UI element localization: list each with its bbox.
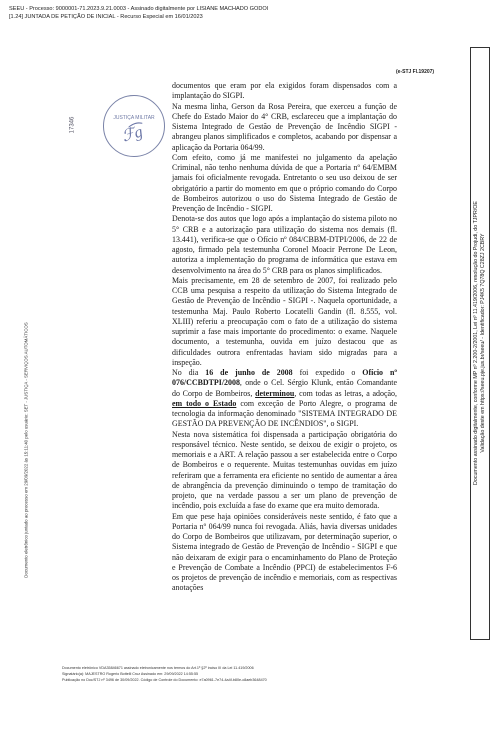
left-vertical-note: Documento eletrônico juntado ao processo em 29/09/2022 às 15:11:40 pelo usuário: SET - JUSTIÇA - SERVIÇOS AUTOMÁTICOS bbox=[23, 322, 29, 578]
footer-line-3: Publicação no Doc/STJ nº 3496 de 30/09/2022. Código de Controle do Documento: e7a0961-7e74-4a4f-b80e-c8aeb3648470 bbox=[62, 678, 267, 682]
paragraph-5: Mais precisamente, em 28 de setembro de 2007, foi realizado pelo CCB uma pesquisa a respeito da utilização do Sistema Integrado de Gestão de Prevenção de Incêndio - SIGPI -. Naquela oportunidade, a testemunha Maj. Paulo Roberto Locatelli Gandin (fl. 8.555, vol. XLIII) referiu a preocupação com o fato de a utilização do sistema suprimir a fase mais importante do procedimento: o exame. Naquele documento, a testemunha, ouvida em juízo destacou que as dificuldades outrora enfrentadas haviam sido migradas para a inspeção. bbox=[172, 275, 397, 367]
p6-determinou: determinou bbox=[255, 388, 295, 398]
header-process-line: SEEU - Processo: 9000001-71.2023.9.21.0003 - Assinado digitalmente por LISIANE MACHADO GODOI bbox=[9, 6, 269, 12]
sidebar-text bbox=[473, 53, 487, 633]
paragraph-7: Nesta nova sistemática foi dispensada a participação obrigatória do responsável técnico. Neste sentido, se deixou de exigir o projeto, os memoriais e a ART. A relação passou a ser estabelecida entre o Corpo de Bombeiros e o requerente. Muitas testemunhas ouvidas em juízo referiram que a ferramenta era eficiente no sentido de aumentar a área de abrangência da prevenção diminuindo o tempo de tramitação do projeto, que na verdade passou a ser um plano de prevenção de incêndio, pois excluída a fase do exame que era muito demorada. bbox=[172, 429, 397, 511]
paragraph-2: Na mesma linha, Gerson da Rosa Pereira, que exerceu a função de Chefe do Estado Maior do 4° CRB, esclareceu que a implantação do Sistema Integrado de Gestão de Prevenção de Incêndio SIGPI - abrangeu planos simplificados e completos, acabando por dispensar a aplicação da Portaria 064/99. bbox=[172, 101, 397, 152]
page-reference: (e-STJ Fl.19207) bbox=[396, 69, 435, 75]
p6-text-b: foi expedido o bbox=[292, 368, 363, 377]
p6-oficio: Ofício nº 076/CCBDTPI/2008 bbox=[172, 368, 397, 388]
p6-todo-estado: em todo o Estado bbox=[172, 398, 237, 408]
document-body bbox=[172, 81, 397, 594]
stamp-text: JUSTIÇA MILITAR bbox=[113, 115, 155, 121]
p6-date: 16 de junho de 2008 bbox=[205, 368, 293, 377]
court-stamp bbox=[103, 95, 165, 157]
sidebar-line-1: Documento assinado digitalmente, conforme MP nº 2.200-2/2001, Lei nº 11.419/2006, resolução do Projudi, do TJPR/OE bbox=[473, 201, 479, 485]
p6-text-d: , com todas as letras, a adoção, bbox=[294, 388, 397, 398]
p6-text-a: No dia bbox=[172, 368, 206, 377]
stamp-signature: ℱ͡g bbox=[120, 123, 145, 146]
paragraph-6 bbox=[172, 368, 397, 430]
p6-text-c: , onde o Cel. Sérgio Klunk, então Comandante do Corpo de Bombeiros, bbox=[172, 378, 397, 398]
signature-sidebar bbox=[470, 47, 490, 640]
page-number: 17346 bbox=[69, 116, 76, 134]
paragraph-1: documentos que eram por ela exigidos foram dispensados com a implantação do SIGPI. bbox=[172, 81, 397, 101]
sidebar-line-2: Validação deste em https://seeu.pje.jus.br/seeu/ - Identificador: PJ4K5 7Q78Q C28ZJ 2CBRY bbox=[480, 233, 486, 453]
paragraph-8: Em que pese haja opiniões consideráveis neste sentido, é fato que a Portaria nº 064/99 nunca foi revogada. Aliás, havia diversas unidades do Corpo de Bombeiros que utilizavam, por determinação superior, o Sistema integrado de Gestão de Prevenção de Incêndio - SIGPI e que não deixaram de exigir para o encaminhamento do Plano de Proteção e Prevenção de Combate a Incêndio (PPCI) de estabelecimentos F-6 os projetos de prevenção de incêndio e memoriais, com as respectivas anotações bbox=[172, 511, 397, 593]
paragraph-4: Denota-se dos autos que logo após a implantação do sistema piloto no 5° CRB e a autorização para utilização do sistema nos demais (fl. 13.441), verifica-se que o Ofício nº 084/CBBM-DTPI/2006, de 22 de agosto, firmado pela testemunha Coronel Moacir Perrone De Leon, autoriza a implementação do programa de informática que estava em desenvolvimento na área do 5° CRB para os planos simplificados. bbox=[172, 214, 397, 275]
footer-line-2: Signatário(a): MAJESTRO Rogerio Bottelli Cruz Assinado em: 29/09/2022 14:55:55 bbox=[62, 672, 199, 676]
header-petition-line: [1.24] JUNTADA DE PETIÇÃO DE INICIAL - Recurso Especial em 16/01/2023 bbox=[9, 14, 203, 20]
page-number-box bbox=[69, 102, 96, 157]
p6-text-e: com exceção de Porto Alegre, o programa de tecnologia da informação denominado "SISTEMA INTEGRADO DE GESTÃO DA PREVENÇÃO DE INCÊNDIOS", o SIGPI. bbox=[172, 398, 397, 429]
footer-line-1: Documento eletrônico VDA35846671 assinado eletronicamente nos termos do Art.1º §2º inciso III da Lei 11.419/2006 bbox=[62, 666, 254, 670]
paragraph-3: Com efeito, como já me manifestei no julgamento da apelação Criminal, não tenho nenhuma dúvida de que a Portaria nº 64/EMBM jamais foi oficialmente revogada. Entretanto o seu uso deixou de ser obrigatório a partir do momento em que o próprio comando do Corpo de Bombeiros autorizou o uso do Sistema Integrado de Gestão de Prevenção de Incêndio - SIGPI. bbox=[172, 152, 397, 213]
